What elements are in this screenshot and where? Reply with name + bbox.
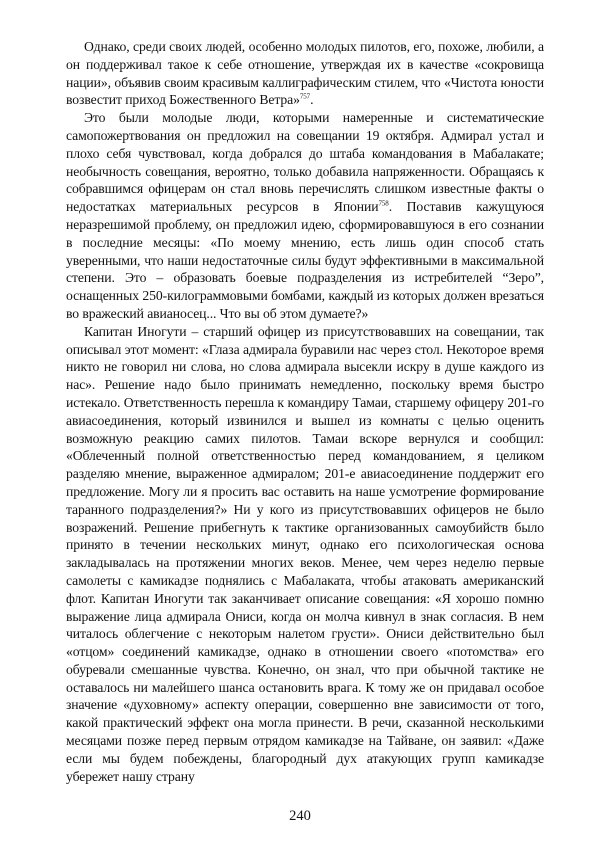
paragraph-text: Капитан Иногути – старший офицер из присутствовавших на совещании, так описывал этот момент: «Глаза адмирала буравили нас через стол. Некоторое время никто не говорил ни слова, но слова адмирала высекли искру в душе каждого из нас». Решение надо было принимать немедленно, поскольку время быстро истекало. Ответственность перешла к командиру Тамаи, старшему офицеру 201-го авиасоединения, который извинился и вышел из комнаты с целью оценить возможную реакцию самих пилотов. Тамаи вскоре вернулся и сообщил: «Облеченный полной ответственностью перед командованием, я целиком разделяю мнение, выраженное адмиралом; 201-е авиасоединение поддержит его предложение. Могу ли я просить вас оставить на наше усмотрение формирование таранного подразделения?» Ни у кого из присутствовавших офицеров не было возражений. Решение прибегнуть к тактике организованных самоубийств было принято в течении нескольких минут, однако его психологическая основа закладывалась на протяжении многих веков. Менее, чем через неделю первые самолеты с камикадзе поднялись с Мабалаката, чтобы атаковать американский флот. Капитан Иногути так заканчивает описание совещания: «Я хорошо помню выражение лица адмирала Ониси, когда он молча кивнул в знак согласия. В нем читалось облегчение с некоторым налетом грусти». Ониси действительно был «отцом» соединений камикадзе, однако в отношении своего «потомства» его обуревали смешанные чувства. Конечно, он знал, что при обычной тактике не оставалось ни малейшего шанса остановить врага. К тому же он придавал особое значение «духовному» аспекту операции, совершенно вне зависимости от того, какой практический эффект она могла принести. В речи, сказанной несколькими месяцами позже перед первым отрядом камикадзе на Тайване, он заявил: «Даже если мы будем побеждены, благородный дух атакующих групп камикадзе убережет нашу страну: [66, 323, 544, 784]
footnote-ref-757: 757: [299, 92, 311, 101]
footnote-ref-758: 758: [378, 199, 389, 208]
paragraph-1: [66, 38, 544, 109]
page-number: 240: [289, 808, 311, 824]
body-text: [66, 38, 544, 785]
paragraph-tail: .: [310, 92, 314, 108]
paragraph-text: Однако, среди своих людей, особенно молодых пилотов, его, похоже, любили, а он поддерживал такое к себе отношение, утверждая их в качестве «сокровища нации», объявив своим красивым каллиграфическим стилем, что «Чистота юности возвестит приход Божественного Ветра»: [66, 39, 544, 108]
paragraph-3: [66, 323, 544, 786]
paragraph-2: [66, 109, 544, 323]
paragraph-text: Это были молодые люди, которыми намеренные и систематические самопожертвования он предложил на совещании 19 октября. Адмирал устал и плохо себя чувствовал, когда добрался до штаба командования в Мабалакате; необычность совещания, вероятно, только добавила напряженности. Обращаясь к собравшимся офицерам он стал вновь перечислять слишком известные факты о недостатках материальных ресурсов в Японии: [66, 110, 544, 215]
paragraph-tail: . Поставив кажущуюся неразрешимой проблему, он предложил идею, сформировавшуюся в его сознании в последние месяцы: «По моему мнению, есть лишь один способ стать уверенными, что наши недостаточные силы будут эффективными в максимальной степени. Это – образовать боевые подразделения из истребителей “Зеро”, оснащенных 250-килограммовыми бомбами, каждый из которых должен врезаться во вражеский авианосец... Что вы об этом думаете?»: [66, 199, 544, 321]
